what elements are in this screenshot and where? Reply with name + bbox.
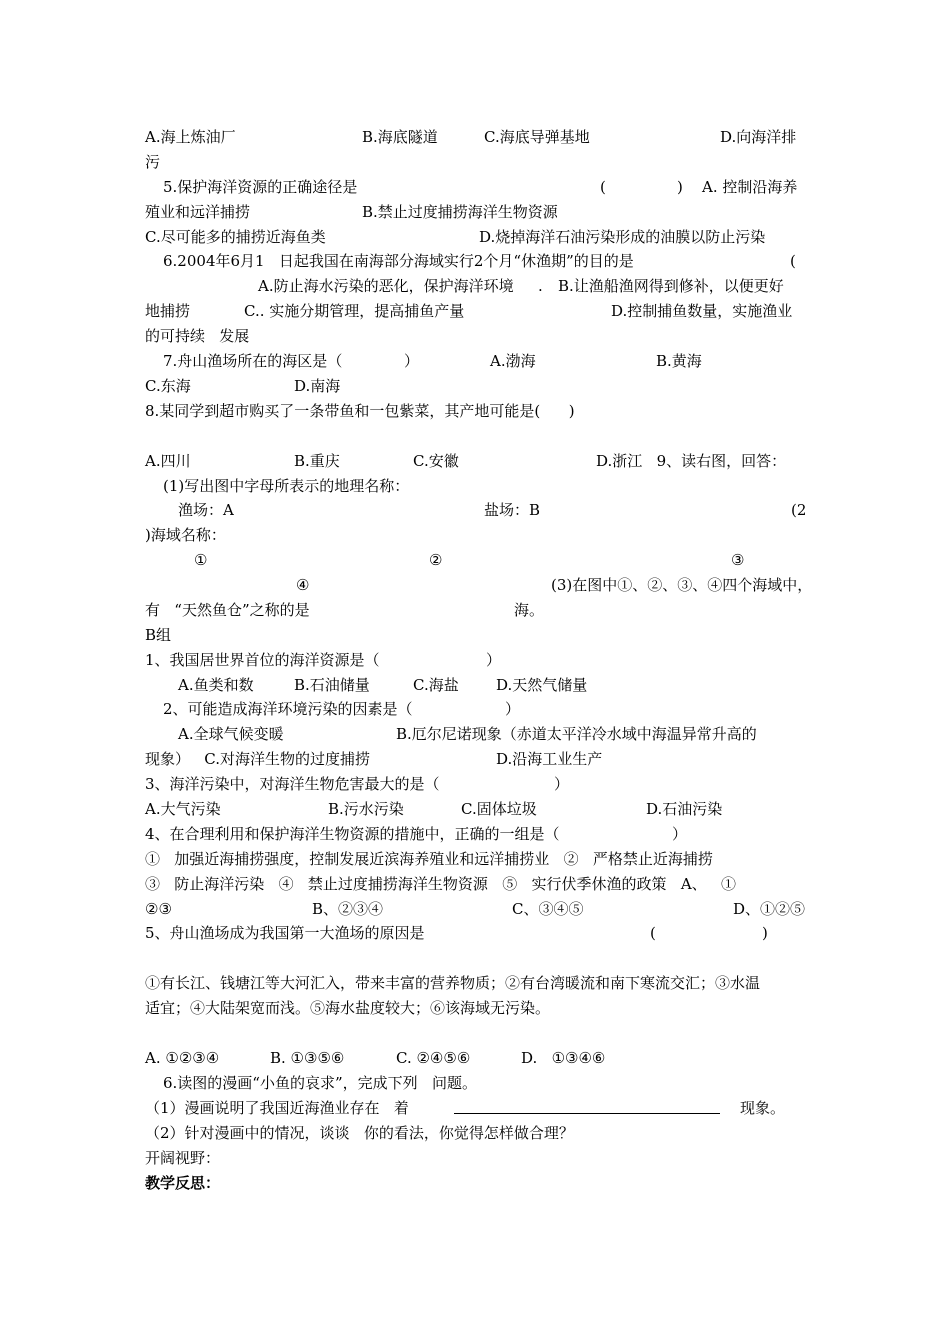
text-segment: D.控制捕鱼数量，实施渔业 — [611, 302, 793, 320]
text-segment: A. ①②③④ — [145, 1049, 220, 1067]
text-segment: B.污水污染 — [328, 800, 404, 818]
text-segment: C.安徽 — [413, 452, 459, 470]
text-segment: 4、在合理利用和保护海洋生物资源的措施中，正确的一组是（ — [145, 825, 560, 843]
text-segment: 8.某同学到超市购买了一条带鱼和一包紫菜，其产地可能是( ) — [145, 402, 575, 420]
text-segment: 海。 — [514, 601, 545, 619]
text-segment: ） — [404, 352, 420, 370]
text-segment: 殖业和远洋捕捞 — [145, 203, 251, 221]
text-segment: B.禁止过度捕捞海洋生物资源 — [362, 203, 558, 221]
text-segment: 开阔视野： — [145, 1149, 221, 1167]
text-segment: 教学反思： — [145, 1174, 221, 1192]
text-segment: D、①②⑤ — [733, 900, 806, 918]
text-segment: C.海底导弹基地 — [484, 128, 590, 146]
text-segment: ②③ — [145, 900, 172, 918]
text-segment: 2、可能造成海洋环境污染的因素是（ — [163, 700, 413, 718]
text-segment: 渔场：A — [178, 501, 234, 519]
text-segment: 现象） C.对海洋生物的过度捕捞 — [145, 750, 371, 768]
text-segment: C.尽可能多的捕捞近海鱼类 — [145, 228, 326, 246]
text-segment: 的可持续 发展 — [145, 327, 250, 345]
text-segment: D.天然气储量 — [496, 676, 588, 694]
text-segment: A.四川 — [145, 452, 191, 470]
text-segment: A.全球气候变暖 — [178, 725, 284, 743]
text-segment: (2 — [791, 501, 807, 519]
text-segment: B.让渔船渔网得到修补，以便更好 — [558, 277, 784, 295]
text-segment: D.石油污染 — [646, 800, 723, 818]
text-segment: C.固体垃圾 — [461, 800, 537, 818]
text-segment: （1）漫画说明了我国近海渔业存在 着 — [145, 1099, 409, 1117]
text-segment: ） — [672, 825, 688, 843]
text-segment: B.黄海 — [656, 352, 702, 370]
text-segment: B.海底隧道 — [362, 128, 438, 146]
text-segment: ） — [505, 700, 521, 718]
text-segment: D.浙江 9、读右图，回答： — [596, 452, 787, 470]
text-segment: D.南海 — [294, 377, 341, 395]
text-segment: C. ②④⑤⑥ — [396, 1049, 471, 1067]
text-segment: ( — [600, 178, 606, 196]
text-segment: ) — [677, 178, 683, 196]
text-segment: ① — [194, 551, 208, 569]
text-segment: ) — [762, 924, 768, 942]
text-segment: A.海上炼油厂 — [145, 128, 236, 146]
text-segment: (1)写出图中字母所表示的地理名称： — [163, 477, 410, 495]
text-segment: 现象。 — [740, 1099, 786, 1117]
text-segment: ( — [650, 924, 656, 942]
text-segment: 6.读图的漫画“小鱼的哀求”，完成下列 问题。 — [163, 1074, 477, 1092]
text-segment: C.东海 — [145, 377, 191, 395]
text-segment: 有 “天然鱼仓”之称的是 — [145, 601, 310, 619]
text-segment: B. ①③⑤⑥ — [270, 1049, 345, 1067]
text-segment: ③ — [731, 551, 745, 569]
text-segment: D.向海洋排 — [720, 128, 797, 146]
text-segment: ( — [790, 252, 796, 270]
text-segment: ① 加强近海捕捞强度，控制发展近滨海养殖业和远洋捕捞业 ② 严格禁止近海捕捞 — [145, 850, 713, 868]
text-segment: . — [538, 277, 543, 295]
text-segment: 6.2004年6月1 日起我国在南海部分海域实行2个月“休渔期”的目的是 — [163, 252, 634, 270]
text-segment: A.鱼类和数 — [178, 676, 254, 694]
text-segment: ③ 防止海洋污染 ④ 禁止过度捕捞海洋生物资源 ⑤ 实行伏季休渔的政策 A、 ① — [145, 875, 736, 893]
text-segment: C.海盐 — [413, 676, 459, 694]
text-segment: 7.舟山渔场所在的海区是（ — [163, 352, 343, 370]
text-segment: （2）针对漫画中的情况，谈谈 你的看法，你觉得怎样做合理？ — [145, 1124, 574, 1142]
text-segment: 3、海洋污染中，对海洋生物危害最大的是（ — [145, 775, 440, 793]
text-segment: ） — [486, 651, 502, 669]
text-segment: 适宜；④大陆架宽而浅。⑤海水盐度较大；⑥该海域无污染。 — [145, 999, 551, 1017]
text-segment: 盐场：B — [484, 501, 541, 519]
answer-blank-line[interactable] — [454, 1112, 720, 1114]
text-segment: D. ①③④⑥ — [521, 1049, 606, 1067]
text-segment: D.烧掉海洋石油污染形成的油膜以防止污染 — [479, 228, 766, 246]
text-segment: 地捕捞 — [145, 302, 191, 320]
text-segment: 污 — [145, 153, 161, 171]
text-segment: B.石油储量 — [294, 676, 370, 694]
text-segment: B组 — [145, 626, 172, 644]
text-segment: A.渤海 — [490, 352, 536, 370]
text-segment: B、②③④ — [312, 900, 384, 918]
text-segment: A.防止海水污染的恶化，保护海洋环境 — [258, 277, 514, 295]
text-segment: 5、舟山渔场成为我国第一大渔场的原因是 — [145, 924, 425, 942]
text-segment: (3)在图中①、②、③、④四个海域中， — [551, 576, 813, 594]
text-segment: ② — [429, 551, 443, 569]
text-segment: ） — [554, 775, 570, 793]
text-segment: B.厄尔尼诺现象（赤道太平洋冷水域中海温异常升高的 — [396, 725, 757, 743]
text-segment: C、③④⑤ — [512, 900, 584, 918]
text-segment: )海域名称： — [145, 526, 226, 544]
text-segment: 1、我国居世界首位的海洋资源是（ — [145, 651, 380, 669]
text-segment: D.沿海工业生产 — [496, 750, 603, 768]
text-segment: C.. 实施分期管理，提高捕鱼产量 — [244, 302, 465, 320]
text-segment: 5.保护海洋资源的正确途径是 — [163, 178, 358, 196]
text-segment: B.重庆 — [294, 452, 340, 470]
text-segment: ④ — [296, 576, 310, 594]
text-segment: ①有长江、钱塘江等大河汇入，带来丰富的营养物质；②有台湾暖流和南下寒流交汇；③水温 — [145, 974, 761, 992]
text-segment: A.大气污染 — [145, 800, 221, 818]
text-segment: A. 控制沿海养 — [702, 178, 798, 196]
